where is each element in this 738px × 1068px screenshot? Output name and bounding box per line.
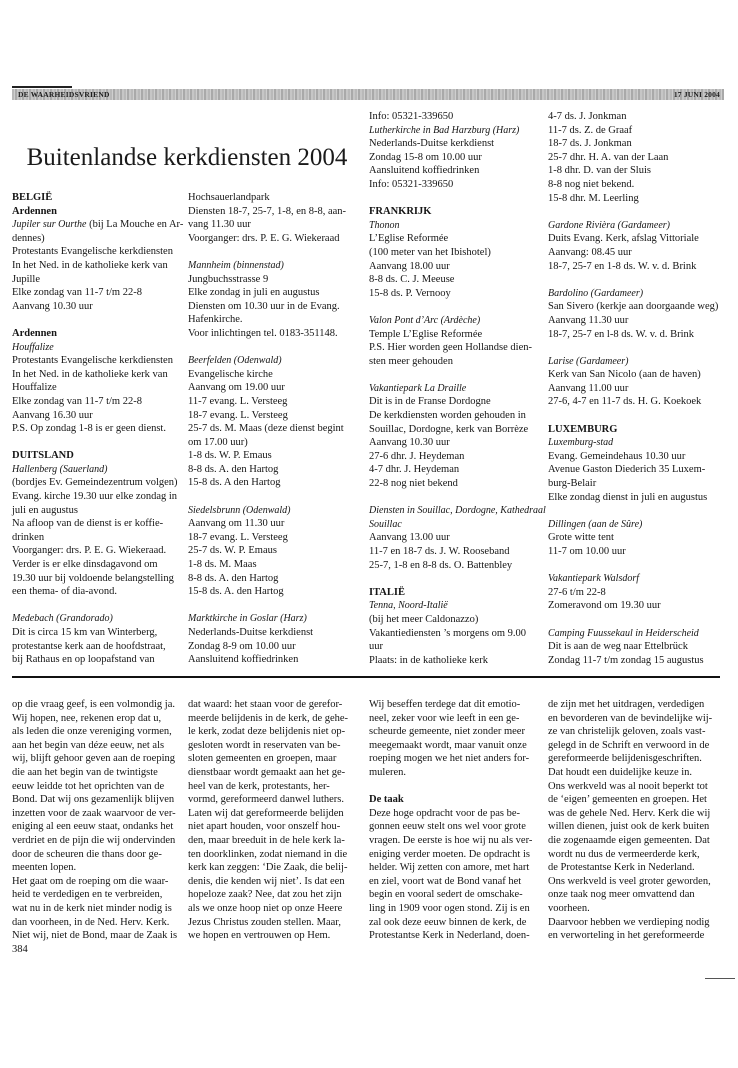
article-column-2 [188, 698, 366, 943]
place-name: Beerfelden (Odenwald) [188, 355, 282, 367]
place-name: Souillac [369, 518, 402, 530]
place-name: Medebach (Grandorado) [12, 613, 113, 625]
place-line [548, 355, 726, 369]
text-line: door de scheuren die thans door ge- [12, 848, 162, 860]
text-line: Hafenkirche. [188, 314, 243, 326]
text-line: juli en augustus [12, 504, 78, 516]
text-line: 15-8 ds. A den Hartog [188, 477, 281, 489]
text-line: Nederlands-Duitse kerkdienst [188, 627, 314, 638]
text-line: meerde belijdenis in de kerk, de gehe- [188, 712, 349, 724]
text-line: 8-8 ds. C. J. Meeuse [369, 274, 455, 286]
text-line: Plaats: in de katholieke kerk [369, 654, 488, 666]
listing-column-1 [12, 191, 190, 667]
text-line: 4-7 dhr. J. Heydeman [369, 464, 460, 476]
place-name: Camping Fuussekaul in Heiderscheid [548, 627, 699, 639]
place-name: Hallenberg (Sauerland) [12, 463, 108, 475]
text-line: (bordjes Ev. Gemeindezentrum volgen) [12, 477, 178, 489]
text-line: wij, blijft gehoor geven aan de roeping [12, 753, 175, 765]
text-line: vang 11.30 uur [188, 219, 251, 231]
text-line: Avenue Gaston Diederich 35 Luxem- [548, 464, 706, 476]
place-line [12, 612, 190, 626]
text-line: Dit is circa 15 km van Winterberg, [12, 627, 158, 638]
text-line: 15-8 dhr. M. Leerling [548, 192, 639, 204]
text-line: 25-7, 1-8 en 8-8 ds. O. Battenbley [369, 559, 513, 571]
text-line: Na afloop van de dienst is er koffie- [12, 518, 164, 530]
text-line: Aanvang 11.30 uur [548, 314, 629, 326]
place-line [369, 599, 547, 613]
text-line: heel van de kerk, protestants, her- [188, 780, 330, 792]
text-line: 1-8 ds. W. P. Emaus [188, 450, 272, 462]
place-line [12, 463, 190, 477]
place-name: Vakantiepark Walsdorf [548, 573, 640, 585]
text-line: Voor inlichtingen tel. 0183-351148. [188, 327, 338, 339]
text-line: burg-Belair [548, 478, 597, 490]
text-line: begin en vooral sedert de omschake- [369, 889, 523, 901]
section-heading [12, 449, 190, 463]
text-line: scheurde gemeente, niet zonder meer [369, 726, 525, 738]
text-line: Info: 05321-339650 [369, 111, 454, 122]
text-line: protestantse kerk aan de hoofdstraat, [12, 640, 166, 652]
text-line: 1-8 dhr. D. van der Sluis [548, 165, 651, 177]
text-line: Nederlands-Duitse kerkdienst [369, 138, 495, 150]
text-line: gonnen eeuw stelt ons wel voor grote [369, 821, 526, 833]
text-line: Jupille [12, 273, 40, 285]
text-line: Info: 05321-339650 [369, 178, 454, 190]
text-line: Kerk van San Nicolo (aan de haven) [548, 369, 701, 381]
section-heading [369, 205, 547, 219]
article-column-1 [12, 698, 190, 956]
blank-line [12, 313, 190, 327]
text-line: 11-7 en 18-7 ds. J. W. Rooseband [369, 546, 510, 557]
place-line [369, 504, 547, 518]
text-line: was de gehele Ned. Herv. Kerk die wij [548, 807, 711, 819]
text-line: dennes) [12, 232, 45, 244]
article-column-3 [369, 698, 547, 943]
text-line: zal ook deze eeuw binnen de kerk, de [369, 916, 527, 928]
text-line: Dat houdt een duidelijke keuze in. [548, 766, 693, 778]
blank-line [369, 192, 547, 206]
text-line: Souillac, Dordogne, kerk van Borrèze [369, 423, 529, 435]
text-line: dat waard: het staan voor de gerefor- [188, 699, 343, 710]
blank-line [12, 599, 190, 613]
text-line: 15-8 ds. A. den Hartog [188, 586, 284, 598]
heading-text: Ardennen [12, 205, 57, 217]
text-line: Diensten 18-7, 25-7, 1-8, en 8-8, aan- [188, 205, 347, 217]
text-line: gereformeerde belijdenisgeschriften. [548, 753, 702, 765]
text-line: niet apart houden, voor onszelf hou- [188, 821, 341, 833]
text-line: de zijn met het uitdragen, verdedigen [548, 699, 705, 710]
publication-name: DE WAARHEIDSVRIEND [18, 90, 110, 99]
text-line: (bij het meer Caldonazzo) [369, 613, 479, 625]
text-line: Aanvang 18.00 uur [369, 260, 450, 272]
text-line: Verder is er elke dinsdagavond om [12, 559, 158, 571]
text-line: Ons werkveld is veel groter geworden, [548, 875, 711, 887]
section-heading [548, 423, 726, 437]
header-rule [12, 86, 72, 88]
text-line: Aanvang 16.30 uur [12, 409, 93, 421]
text-line: dienstbaar wordt gemaakt aan het ge- [188, 766, 346, 778]
text-line: 18-7, 25-7 en 1-8 ds. W. v. d. Brink [548, 260, 697, 272]
text-line: en verworteling in het gereformeerde [548, 930, 705, 942]
heading-text: DUITSLAND [12, 450, 74, 462]
text-line: sloten gemeenten en groepen, maar [188, 753, 337, 765]
blank-line [548, 559, 726, 573]
text-line: Evang. kirche 19.30 uur elke zondag in [12, 491, 178, 503]
blank-line [548, 409, 726, 423]
text-line: Zondag 8-9 om 10.00 uur [188, 640, 296, 652]
blank-line [548, 273, 726, 287]
text-line: eeuw leidde tot het oprichten van de [12, 780, 165, 792]
section-heading [369, 586, 547, 600]
text-line: Laten wij dat gereformeerde belijden [188, 807, 344, 819]
text-line: Dit is in de Franse Dordogne [369, 396, 491, 408]
text-line: Aanvang 10.30 uur [12, 300, 93, 312]
place-line [188, 504, 366, 518]
heading-text: ITALIË [369, 586, 405, 598]
place-name: Bardolino (Gardameer) [548, 287, 644, 299]
place-line [548, 436, 726, 450]
text-line: Aanvang om 11.30 uur [188, 518, 285, 530]
text-line: Grote witte tent [548, 532, 614, 544]
issue-date: 17 JUNI 2004 [673, 90, 720, 99]
text-line: 25-7 ds. M. Maas (deze dienst begint [188, 423, 344, 435]
text-line: hopeloze zaak? Nee, dat zou het zijn [188, 889, 342, 901]
text-line: (100 meter van het Ibishotel) [369, 246, 491, 258]
end-rule [705, 978, 735, 979]
text-line: 18-7 ds. J. Jonkman [548, 138, 632, 150]
text-line: vormd, gereformeerd danwel luthers. [188, 794, 344, 806]
text-line: als we onze hoop niet op onze Heere [188, 902, 343, 914]
text-line: P.S. Hier worden geen Hollandse dien- [369, 342, 533, 354]
text-line: denis, die kenden wij niet’. Is dat een [188, 875, 345, 887]
blank-line [369, 572, 547, 586]
text-line: wordt nu dus de vermeerderde kerk, [548, 848, 700, 860]
text-line: die zogenaamde eigen gemeenten. Dat [548, 834, 710, 846]
text-line: die aan het begin van de twintigste [12, 766, 158, 778]
text-line: Houffalize [12, 382, 57, 394]
listing-column-4 [548, 110, 726, 667]
place-line [548, 219, 726, 233]
text-line: verdriet en de pijn die wij ondervinden [12, 834, 176, 846]
text-line: Aanvang: 08.45 uur [548, 246, 632, 258]
text-line: 18-7 evang. L. Versteeg [188, 409, 288, 421]
page-title: Buitenlandse kerkdiensten 2004 [26, 144, 348, 171]
text-line: 18-7, 25-7 en l-8 ds. W. v. d. Brink [548, 328, 695, 340]
text-line: eniging verder moeten. De opdracht is [369, 848, 530, 860]
text-line: 18-7 evang. L. Versteeg [188, 531, 288, 543]
blank-line [188, 490, 366, 504]
text-line: De kerkdiensten worden gehouden in [369, 410, 526, 422]
section-heading [369, 793, 547, 807]
text-line: In het Ned. in de katholieke kerk van [12, 368, 168, 380]
text-line: ling in 1909 voor ogen stond. Zij is en [369, 902, 530, 914]
text-line: San Sivero (kerkje aan doorgaande weg) [548, 301, 719, 313]
text-line: meenten lopen. [12, 862, 77, 874]
text-line: dan voorheen, in de Ned. Herv. Kerk. [12, 916, 170, 928]
text-line: P.S. Op zondag 1-8 is er geen dienst. [12, 423, 166, 435]
text-line: 15-8 ds. P. Vernooy [369, 287, 451, 299]
text-line: Jungbuchsstrasse 9 [188, 273, 269, 285]
text-line: Diensten om 10.30 uur in de Evang. [188, 300, 340, 312]
text-line: Wij hopen, nee, rekenen erop dat u, [12, 712, 162, 724]
text-line: 4-7 ds. J. Jonkman [548, 111, 627, 122]
place-detail: (bij La Mouche en Ar- [86, 219, 184, 231]
place-name: Gardone Rivièra (Gardameer) [548, 219, 671, 231]
text-line: voorheen. [548, 902, 590, 914]
text-line: Aanvang 13.00 uur [369, 532, 450, 544]
place-name: Marktkirche in Goslar (Harz) [188, 613, 307, 625]
text-line: 384 [12, 943, 28, 955]
text-line: In het Ned. in de katholieke kerk van [12, 259, 168, 271]
text-line: 22-8 nog niet bekend [369, 478, 458, 490]
place-line [369, 219, 547, 233]
place-name: Tenna, Noord-Italië [369, 600, 448, 612]
text-line: en ziel, voort wat de Bond vanaf het [369, 875, 522, 887]
text-line: Voorganger: drs. P. E. G. Wiekeraad. [12, 545, 167, 557]
text-line: willen dienen, juist ook de kerk buiten [548, 821, 710, 833]
text-line: Het gaat om de roeping om die waar- [12, 875, 169, 887]
text-line: Hochsauerlandpark [188, 192, 270, 203]
place-line [548, 518, 726, 532]
text-line: 25-7 dhr. H. A. van der Laan [548, 151, 669, 163]
text-line: L’Eglise Reformée [369, 233, 449, 245]
text-line: Temple L’Eglise Reformée [369, 328, 483, 340]
text-line: 11-7 evang. L. Versteeg [188, 395, 288, 407]
place-line [188, 354, 366, 368]
text-line: ten doorklinken, zodat niemand in die [188, 848, 348, 860]
text-line: bij Rathaus en op loopafstand van [12, 654, 155, 666]
text-line: 25-7 ds. W. P. Emaus [188, 545, 277, 557]
blank-line [12, 436, 190, 450]
listing-column-2 [188, 191, 366, 667]
text-line: gelegd in de Schrift en verwoord in de [548, 739, 710, 751]
text-line: drinken [12, 531, 45, 543]
blank-line [188, 599, 366, 613]
text-line: vragen. De eerste is hoe wij nu als ver- [369, 834, 533, 846]
text-line: wat nu in de kerk niet minder nodig is [12, 902, 172, 914]
text-line: Evangelische kirche [188, 368, 273, 380]
text-line: Protestants Evangelische kerkdiensten [12, 246, 173, 258]
text-line: Dit is aan de weg naar Ettelbrück [548, 641, 688, 653]
place-name: Valon Pont d’Arc (Ardèche) [369, 314, 481, 326]
text-line: 19.30 uur bij voldoende belangstelling [12, 572, 174, 584]
blank-line [188, 341, 366, 355]
text-line: op die vraag geef, is een volmondig ja. [12, 699, 175, 710]
section-heading [12, 191, 190, 205]
place-name: Diensten in Souillac, Dordogne, Kathedraal [369, 505, 546, 517]
text-line: we hopen en vertrouwen op Hem. [188, 930, 331, 942]
place-line [548, 287, 726, 301]
text-line: 8-8 ds. A. den Hartog [188, 572, 279, 584]
place-line [12, 341, 190, 355]
text-line: Wij beseffen terdege dat dit emotio- [369, 699, 521, 710]
text-line: Zondag 11-7 t/m zondag 15 augustus [548, 654, 704, 666]
place-line [548, 572, 726, 586]
text-line: Aanvang om 19.00 uur [188, 382, 285, 394]
text-line: Elke zondag in juli en augustus [188, 287, 320, 299]
text-line: om 17.00 uur) [188, 436, 248, 448]
text-line: Aanvang 10.30 uur [369, 437, 450, 449]
place-name: Larise (Gardameer) [548, 355, 629, 367]
place-line [369, 124, 547, 138]
place-line [188, 259, 366, 273]
blank-line [369, 491, 547, 505]
text-line: 27-6, 4-7 en 11-7 ds. H. G. Koekoek [548, 396, 702, 408]
text-line: Elke zondag van 11-7 t/m 22-8 [12, 395, 142, 407]
text-line: aan het begin van déze eeuw, net als [12, 739, 165, 751]
text-line: Jezus Christus zouden stellen. Maar, [188, 916, 341, 928]
blank-line [369, 780, 547, 794]
text-line: muleren. [369, 766, 407, 778]
place-name: Luxemburg-stad [548, 437, 614, 449]
text-line: Elke zondag dienst in juli en augustus [548, 491, 708, 503]
place-line [369, 382, 547, 396]
text-line: 27-6 dhr. J. Heydeman [369, 450, 465, 462]
place-name: Dillingen (aan de Sûre) [548, 518, 643, 530]
text-line: de Protestantse Kerk in Nederland. [548, 862, 695, 874]
text-line: heid te verdedigen en te verbreiden, [12, 889, 163, 901]
place-line [369, 314, 547, 328]
text-line: Duits Evang. Kerk, afslag Vittoriale [548, 233, 699, 245]
text-line: inzetten voor de zaak waarvoor de ver- [12, 807, 176, 819]
text-line: gesloten wordt in reservaten van be- [188, 739, 341, 751]
text-line: Protestants Evangelische kerkdiensten [12, 355, 173, 367]
text-line: als leden die onze vereniging vormen, [12, 726, 172, 738]
heading-text: Ardennen [12, 327, 57, 339]
place-name: Lutherkirche in Bad Harzburg (Harz) [369, 124, 520, 136]
text-line: roeping mogen we het niet anders for- [369, 753, 530, 765]
place-name: Siedelsbrunn (Odenwald) [188, 504, 291, 516]
blank-line [369, 300, 547, 314]
text-line: Voorganger: drs. P. E. G. Wiekeraad [188, 232, 340, 244]
blank-line [548, 613, 726, 627]
section-heading [12, 327, 190, 341]
text-line: ze van christelijk geloven, zoals vast- [548, 726, 706, 738]
text-line: Zomeravond om 19.30 uur [548, 600, 661, 612]
heading-text: BELGIË [12, 192, 53, 203]
text-line: Evang. Gemeindehaus 10.30 uur [548, 450, 686, 462]
text-line: Zondag 15-8 om 10.00 uur [369, 151, 482, 163]
blank-line [548, 504, 726, 518]
place-name: Houffalize [12, 341, 54, 353]
place-name: Mannheim (binnenstad) [188, 259, 284, 271]
text-line: Vakantiediensten ’s morgens om 9.00 [369, 627, 526, 639]
text-line: 11-7 om 10.00 uur [548, 546, 626, 557]
heading-text: FRANKRIJK [369, 206, 432, 218]
place-line [188, 612, 366, 626]
text-line: le kerk, zodat deze belijdenis niet op- [188, 726, 346, 738]
text-line: Elke zondag van 11-7 t/m 22-8 [12, 287, 142, 299]
text-line: Aansluitend koffiedrinken [188, 654, 299, 666]
text-line: Deze hoge opdracht voor de pas be- [369, 807, 521, 819]
text-line: meegemaakt wordt, maar vanuit onze [369, 739, 527, 751]
section-divider [12, 676, 720, 678]
text-line: Ons werkveld was al nooit beperkt tot [548, 780, 708, 792]
text-line: Aansluitend koffiedrinken [369, 165, 480, 177]
text-line: 8-8 nog niet bekend. [548, 178, 635, 190]
text-line: 8-8 ds. A. den Hartog [188, 463, 279, 475]
place-line [548, 627, 726, 641]
text-line: Niet wij, niet de Bond, maar de Zaak is [12, 930, 178, 942]
text-line: 27-6 t/m 22-8 [548, 586, 606, 598]
blank-line [548, 341, 726, 355]
text-line: een thema- of dia-avond. [12, 586, 117, 598]
listing-column-3 [369, 110, 547, 667]
section-heading [12, 205, 190, 219]
text-line: kerk kan zeggen: ‘Die Zaak, die belij- [188, 862, 348, 874]
blank-line [188, 245, 366, 259]
text-line: sten meer gehouden [369, 355, 453, 367]
blank-line [369, 368, 547, 382]
place-name: Thonon [369, 219, 400, 231]
text-line: uur [369, 641, 383, 653]
heading-text: LUXEMBURG [548, 423, 618, 435]
heading-text: De taak [369, 794, 404, 806]
text-line: eniging al een eeuw staat, ondanks het [12, 821, 174, 833]
place-line [369, 518, 547, 532]
text-line: 1-8 ds. M. Maas [188, 559, 257, 571]
masthead-band [12, 89, 724, 100]
text-line: Bond. Dat wij ons gezamenlijk blijven [12, 794, 175, 806]
text-line: neel, zeker voor wie leeft in een ge- [369, 712, 520, 724]
text-line: Daarvoor hebben we verdieping nodig [548, 916, 710, 928]
place-line [12, 218, 190, 232]
text-line: onze taak nog meer omvattend dan [548, 889, 695, 901]
text-line: de ‘eigen’ gemeenten en groepen. Het [548, 794, 707, 806]
blank-line [548, 205, 726, 219]
place-name: Jupiler sur Ourthe [12, 219, 87, 231]
place-name: Vakantiepark La Draille [369, 382, 467, 394]
text-line: Aanvang 11.00 uur [548, 382, 629, 394]
text-line: en bevorderen van de bevindelijke wij- [548, 712, 713, 724]
text-line: Protestantse Kerk in Nederland, doen- [369, 930, 530, 942]
text-line: den, maar breeduit in de hele kerk la- [188, 834, 345, 846]
text-line: helder. Wij zetten con amore, met hart [369, 862, 530, 874]
text-line: 11-7 ds. Z. de Graaf [548, 124, 633, 136]
article-column-4 [548, 698, 726, 943]
